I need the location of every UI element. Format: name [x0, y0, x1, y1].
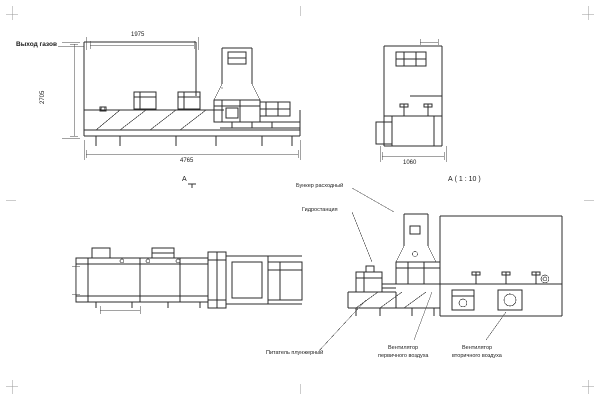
callout-secondary-fan-line2: вторичного воздуха	[452, 353, 502, 359]
front-view-geometry	[84, 42, 300, 146]
callout-plunger-feeder-label: Питатель плунжерный	[266, 350, 324, 356]
front-view-label: А	[182, 176, 187, 183]
plan-view-geometry	[76, 248, 302, 308]
front-dimension-top: 1975	[131, 32, 145, 38]
front-view-dimensions	[58, 37, 300, 160]
callout-primary-fan-line2: первичного воздуха	[378, 353, 429, 359]
front-dimension-left: 2705	[40, 90, 46, 104]
iso-view-geometry	[348, 214, 562, 316]
side-view-dimensions	[380, 39, 446, 162]
callout-hydrostation-label: Гидростанция	[302, 207, 338, 213]
plan-view-dimensions	[72, 266, 140, 314]
callout-exhaust-gas-label: Выход газов	[16, 41, 57, 48]
front-dimension-bottom: 4765	[180, 158, 194, 164]
callout-leaders	[318, 188, 506, 352]
front-view-marker	[188, 184, 196, 188]
side-view-geometry	[376, 46, 442, 146]
callout-hopper-label: Бункер расходный	[296, 183, 344, 189]
callout-primary-fan-line1: Вентилятор	[388, 345, 419, 351]
side-view-label: А ( 1 : 10 )	[448, 176, 481, 183]
side-dimension-bottom: 1060	[403, 160, 417, 166]
callout-secondary-fan-line1: Вентилятор	[462, 345, 493, 351]
sheet-corner-marks	[6, 6, 594, 394]
